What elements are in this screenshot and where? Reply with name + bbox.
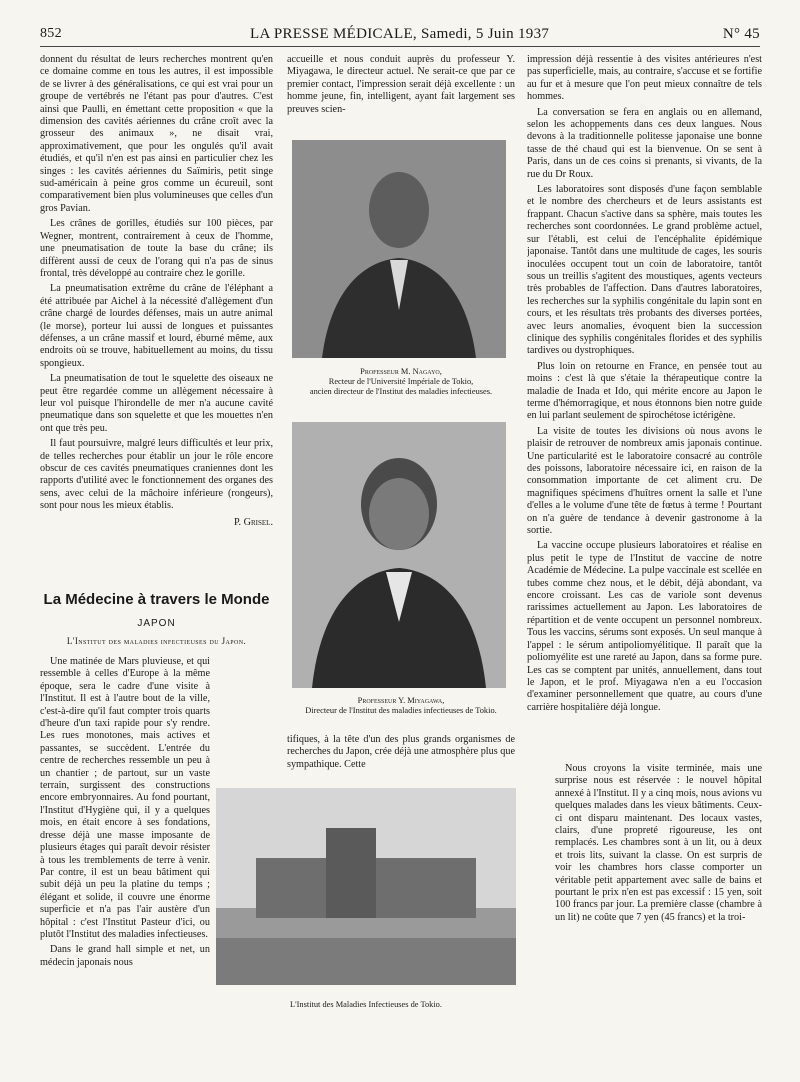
paragraph: donnent du résultat de leurs recherches montrent qu'en ce domaine comme en tous les autres, il est impossible de se livrer à des généralisations, ce qui est vrai pour un groupe de vertébrés ne l'étant pas pour d'autres. C'est ainsi que Paulli, en émettant cette proposition « que la dimension des cavités aériennes du crâne croît avec la grosseur des animaux », ne disait vrai, approximativement, que pour les ongulés qu'il avait étudiés, et qu'il n'en est pas ainsi en particulier chez les singes : les cavités aériennes du Saïmiris, petit singe sud-américain à peine gros comme un écureuil, sont comparativement bien plus volumineuses que celles d'un gros Pavian. [40, 54, 273, 214]
column-2-text [287, 54, 515, 130]
issue-number: N° 45 [722, 26, 760, 42]
paragraph: Il faut poursuivre, malgré leurs difficultés et leur prix, de telles recherches pour établir un jour le rôle encore obscur de ces cavités pneumatiques craniennes dont les rapports d'utilité avec le fonctionnement des organes des sens, avec celui de la mâchoire inférieure (rongeurs), sont pour nous les mieux établis. [40, 438, 273, 512]
caption-line: Directeur de l'Institut des maladies infectieuses de Tokio. [305, 706, 497, 715]
caption-line: Recteur de l'Université Impériale de Tokio, [328, 377, 474, 386]
caption-name: Professeur M. Nagayo, [360, 367, 442, 376]
journal-title: LA PRESSE MÉDICALE, Samedi, 5 Juin 1937 [250, 26, 550, 42]
photo-caption-miyagawa [287, 696, 515, 716]
paragraph: Les crânes de gorilles, étudiés sur 100 pièces, par Wegner, montrent, contrairement à ceux de l'homme, une pneumatisation de toute la base du crâne; ils diffèrent aussi de ceux de l'orang qui n'a pas de sinus frontal, très développé au contraire chez le gorille. [40, 218, 273, 279]
column-1-article-start [40, 656, 210, 1068]
page-header [40, 26, 760, 52]
paragraph: La conversation se fera en anglais ou en allemand, selon les achoppements dans ces deux langues. Nous devons à la traditionnelle politesse japonaise une bonne tasse de thé chaud qui est la bienvenue. On se sent à Paris, dans un de ces coins si prenants, si vivants, de la rue du Dr Roux. [527, 106, 762, 180]
paragraph: impression déjà ressentie à des visites antérieures n'est pas superficielle, mais, au contraire, s'accuse et se fortifie au fur et à mesure que l'on peut mieux connaître de tels hommes. [527, 54, 762, 103]
column-3-text [527, 54, 762, 754]
paragraph: La vaccine occupe plusieurs laboratoires et réalise en plus petit le type de l'Institut de vaccine de notre Académie de Médecine. La pulpe vaccinale est scellée en tubes comme chez nous, et le débit, déjà abondant, va encore croissant. Les cas de variole sont devenus rarissimes actuellement au Japon. Les laboratoires de répartition et de vente occupent un personnel nombreux. Tous les vaccins, sérums sont exposés. Un seul manque à l'appel : le sérum antipoliomyélitique. Il paraît que la poliomyélite est une rareté au Japon, dans sa forme pure. Les cas se comptent par unités, annuellement, dans tout le Japon, et le prof. Miyagawa n'en a eu l'occasion d'examiner personnellement que quatre, au cours d'une carrière hospitalière déjà longue. [527, 540, 762, 713]
caption-name: Professeur Y. Miyagawa, [357, 696, 445, 705]
article-heading: L'Institut des maladies infectieuses du Japon. [66, 636, 247, 646]
paragraph: tifiques, à la tête d'un des plus grands organismes de recherches du Japon, crée déjà une atmosphère plus que sympathique. Cette [287, 734, 515, 770]
paragraph: Dans le grand hall simple et net, un médecin japonais nous [40, 944, 210, 968]
portrait-photo-nagayo [292, 140, 506, 358]
paragraph: Plus loin on retourne en France, en pensée tout au moins : c'est là que s'étaie la thérapeutique contre la maladie de Inada et Ido, qui mérite encore au Japon le terme d'hémorragique, et nous étonnons bien notre guide en lui parlant seulement de spirochétose ictérigène. [527, 360, 762, 422]
photo-caption-institute: L'Institut des Maladies Infectieuses de Tokio. [290, 1000, 442, 1009]
column-2-lower-text [287, 734, 515, 774]
paragraph: Une matinée de Mars pluvieuse, et qui ressemble à celles d'Europe à la même époque, sera le cadre d'une visite à l'Institut. Il est à l'autre bout de la ville, c'est-à-dire qu'il faut compter trois quarts d'heure d'un taxi rapide pour s'y rendre. Les rues monotones, mais actives et passantes, se succèdent. L'entrée du centre de recherches ressemble un peu à un chantier ; de partout, sur un vaste terrain, surgissent des constructions encore embryonnaires. Au fond pourtant, l'Institut d'Hygiène qui, il y a quelques mois, en était encore à ses fondations, dresse déjà une masse imposante de plusieurs étages qui paraît devoir résister à tous les tremblements de terre à venir. Par contre, il est un beau bâtiment qui subit déjà un peu la platine du temps ; élégant et solide, il couvre une énorme superficie et n'a pas l'air austère d'un hôpital : c'est l'Institut Pasteur d'ici, ou plutôt l'Institut des maladies infectieuses. [40, 656, 210, 940]
paragraph: Les laboratoires sont disposés d'une façon semblable et le nombre des chercheurs et de leurs assistants est frappant. Chacun s'active dans sa sphère, mais toutes les recherches sont coordonnées. Le grand problème actuel, sur l'établi, est celui de l'encéphalite épidémique japonaise. Tantôt dans une multitude de cages, les souris inoculées occupent tout un coin de laboratoire, tantôt sous un treillis s'agitent des moustiques, agents vecteurs très probables de l'affection. Dans d'autres laboratoires, les recherches sur la syphilis congénitale du lapin sont en cours, et les résultats très probants des diverses portées, avec leurs anomalies, évoquent bien la succession clinique des syphilis congénitales florides et des syphilis tardives ou dystrophiques. [527, 184, 762, 357]
paragraph: La visite de toutes les divisions où nous avons le plaisir de retrouver de nombreux amis japonais continue. Une particularité est le laboratoire consacré au contrôle des poissons, laboratoire nécessaire ici, en raison de la consommation importante de cet aliment cru. De magnifiques spécimens d'huîtres ornent la salle et l'une d'elles a le volume d'une tête de fœtus à terme ! Pourtant on n'a guère de tendance à devenir gastronome à la sortie. [527, 425, 762, 537]
section-title: La Médecine à travers le Monde [43, 591, 270, 608]
author-signature: P. Grisel. [234, 516, 273, 528]
paragraph: La pneumatisation extrême du crâne de l'éléphant a été attribuée par Aichel à la nécessité d'allègement d'un crâne chargé de lourdes défenses, mais un autre animal (le morse), porteur lui aussi de longues et puissantes défenses, a un crâne massif et lourd, éburné même, aux endroits où se trouve, habituellement au moins, du tissu spongieux. [40, 283, 273, 369]
column-1-article-end [40, 54, 273, 566]
portrait-photo-miyagawa [292, 422, 506, 688]
photo-caption-nagayo [287, 367, 515, 397]
header-rule [40, 46, 760, 47]
section-subtitle: JAPON [137, 618, 176, 629]
page-number: 852 [40, 26, 62, 41]
caption-line: ancien directeur de l'Institut des maladies infectieuses. [309, 387, 493, 396]
institute-building-photo [216, 788, 516, 985]
column-3-lower-text [555, 763, 762, 1063]
paragraph: La pneumatisation de tout le squelette des oiseaux ne peut être regardée comme un allègement nécessaire à leur vol puisque l'hirondelle de mer n'a aucune cavité pneumatique dans son squelette et que les mouettes n'en ont que très peu. [40, 373, 273, 434]
paragraph: accueille et nous conduit auprès du professeur Y. Miyagawa, le directeur actuel. Ne serait-ce que par ce premier contact, l'impression serait déjà excellente : un homme jeune, fin, intelligent, ayant fait largement ses preuves scien- [287, 54, 515, 115]
paragraph: Nous croyons la visite terminée, mais une surprise nous est réservée : le nouvel hôpital annexé à l'Institut. Il y a cinq mois, nous avions vu quelques malades dans les vieux bâtiments. Ceux-ci ont disparu maintenant. Des locaux vastes, clairs, d'une propreté rigoureuse, les ont remplacés. Les chambres sont à un lit, ou à deux et trois lits, suivant la classe. On est surpris de voir les chambres hors classe comporter un véritable petit appartement avec salle de bains et pourtant le prix n'en est pas excessif : 15 yen, soit 100 francs par jour. La première classe (chambre à un lit) ne coûte que 7 yen (45 francs) et la troi- [555, 763, 762, 923]
